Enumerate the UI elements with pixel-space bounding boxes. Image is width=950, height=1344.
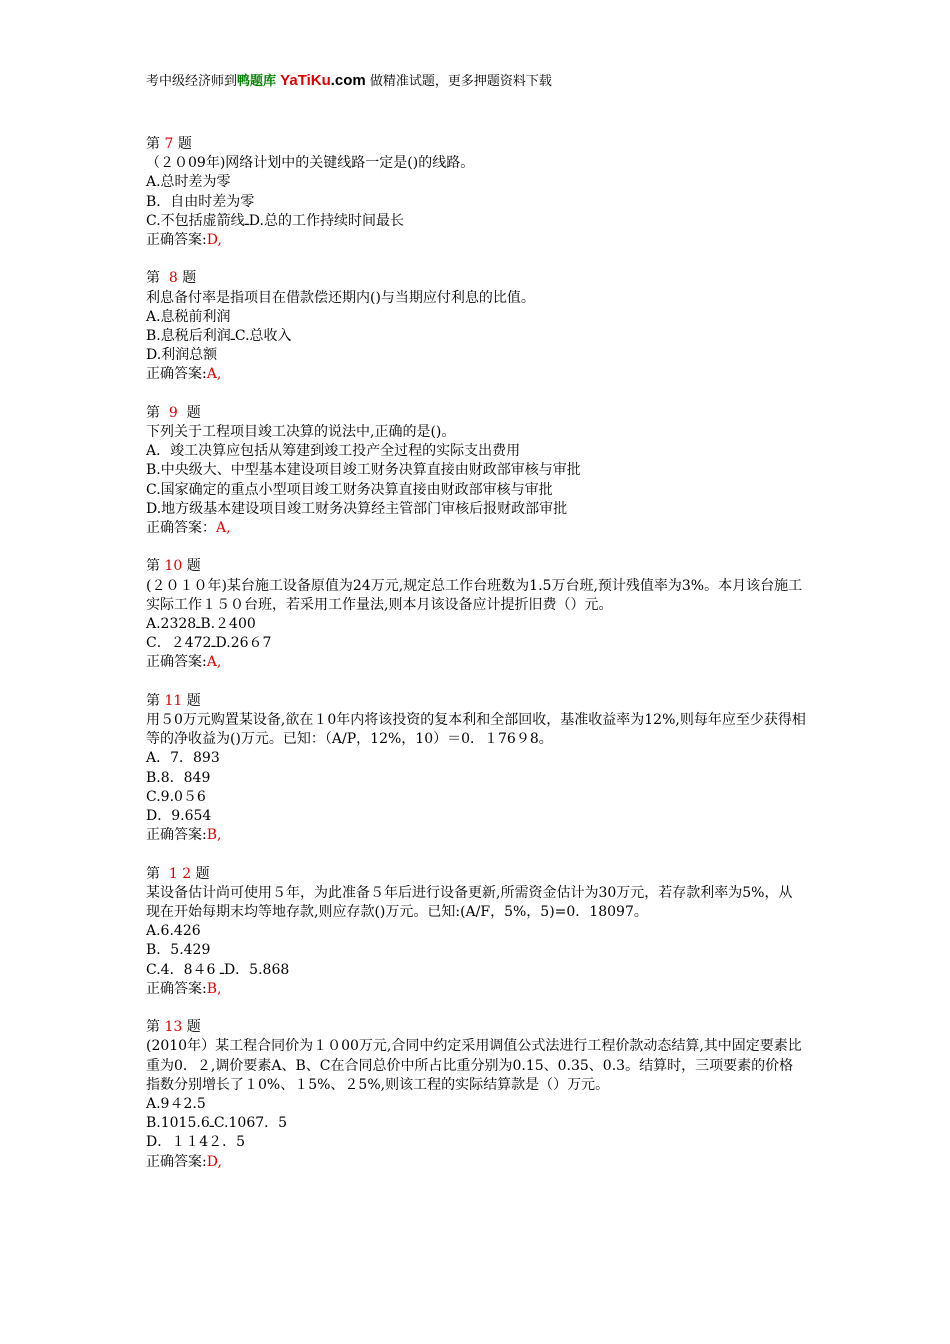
answer-line xyxy=(146,519,806,538)
question-title: 第 11 题 xyxy=(146,692,201,709)
option: B.中央级大、中型基本建设项目竣工财务决算直接由财政部审核与审批 xyxy=(146,462,581,479)
question-stem: （２０09年)网络计划中的关键线路一定是()的线路。 xyxy=(146,155,475,172)
option: A．7．893 xyxy=(146,750,220,767)
answer-value: A, xyxy=(216,520,231,537)
question-block xyxy=(146,692,806,846)
question-number: 8 xyxy=(168,270,178,287)
answer-label: 正确答案: xyxy=(146,827,207,844)
option: B.1015.6ـC.1067．5 xyxy=(146,1115,288,1132)
option: B.8．849 xyxy=(146,769,211,786)
answer-label: 正确答案: xyxy=(146,980,207,997)
option: A.2328ـB.２400 xyxy=(146,616,256,633)
question-title: 第 8 题 xyxy=(146,270,197,287)
answer-value: B, xyxy=(206,827,222,844)
option: C.9.0５6 xyxy=(146,788,206,805)
answer-line xyxy=(146,826,806,845)
question-stem: 用５0万元购置某设备,欲在１0年内将该投资的复本利和全部回收，基准收益率为12%,则每年应至少获得相等的净收益为()万元。已知：（A/P，12%，10）＝0．１76９8。 xyxy=(146,712,806,748)
question-stem: (２０１０年)某台施工设备原值为24万元,规定总工作台班数为1.5万台班,预计残值率为3%。本月该台施工实际工作１５０台班，若采用工作量法,则本月该设备应计提折旧费（）元。 xyxy=(146,577,803,613)
answer-line xyxy=(146,365,806,384)
answer-label: 正确答案: xyxy=(146,232,207,249)
question-block xyxy=(146,269,806,384)
answer-value: B, xyxy=(206,980,222,997)
answer-value: D, xyxy=(206,1153,222,1170)
question-title: 第 10 题 xyxy=(146,558,201,575)
option: B．自由时差为零 xyxy=(146,193,255,210)
header-suffix: 做精准试题，更多押题资料下载 xyxy=(369,74,552,89)
question-number: 1 2 xyxy=(168,865,192,882)
question-title: 第 7 题 xyxy=(146,136,192,152)
answer-value: A, xyxy=(206,654,222,671)
brand-domain[interactable]: .com xyxy=(330,72,366,89)
question-number: 9 xyxy=(168,404,178,421)
option: A.9４2.5 xyxy=(146,1096,206,1113)
answer-line xyxy=(146,231,806,250)
page-header xyxy=(146,71,552,92)
question-number: 13 xyxy=(164,1019,183,1036)
answer-label: 正确答案: xyxy=(146,366,207,383)
brand-name-cn[interactable]: 鸭题库 xyxy=(237,74,277,89)
option: B.息税后利润ـC.总收入 xyxy=(146,328,292,345)
option: D．9.654 xyxy=(146,808,212,825)
question-stem: 某设备估计尚可使用５年，为此准备５年后进行设备更新,所需资金估计为30万元，若存款利率为5%，从现在开始每期末均等地存款,则应存款()万元。已知:(A/F，5%，5)=0．18097。 xyxy=(146,884,793,921)
option: A.总时差为零 xyxy=(146,174,231,191)
option: C．２472ـD.26６7 xyxy=(146,635,272,652)
question-block xyxy=(146,557,806,672)
header-prefix: 考中级经济师到 xyxy=(146,74,238,89)
question-number: 10 xyxy=(164,558,183,575)
question-number: 7 xyxy=(164,136,174,152)
question-stem: (2010年）某工程合同价为１０00万元,合同中约定采用调值公式法进行工程价款动态结算,其中固定要素比重为0．２,调价要素A、B、C在合同总价中所占比重分别为0.15、0.35、0.3。结算时，三项要素的价格指数分别增长了１0%、１5%、２5%,则该工程的实际结算款是（）万元。 xyxy=(146,1038,802,1093)
answer-label: 正确答案: xyxy=(146,1153,207,1170)
option: D．１１4２．5 xyxy=(146,1134,246,1151)
option: A.6.426 xyxy=(146,923,201,940)
option: C.国家确定的重点小型项目竣工财务决算直接由财政部审核与审批 xyxy=(146,481,553,498)
option: A.息税前利润 xyxy=(146,308,231,325)
answer-label: 正确答案： xyxy=(146,520,216,537)
question-stem: 利息备付率是指项目在借款偿还期内()与当期应付利息的比值。 xyxy=(146,289,535,306)
answer-line xyxy=(146,653,806,672)
answer-line xyxy=(146,980,806,999)
question-title: 第 9 题 xyxy=(146,404,201,421)
answer-value: D, xyxy=(206,232,222,249)
option: D.利润总额 xyxy=(146,347,218,364)
option: A．竣工决算应包括从筹建到竣工投产全过程的实际支出费用 xyxy=(146,443,521,460)
answer-label: 正确答案: xyxy=(146,654,207,671)
answer-line xyxy=(146,1153,806,1172)
option: B．5.429 xyxy=(146,942,211,959)
option: C.不包括虚箭线ـD.总的工作持续时间最长 xyxy=(146,212,404,229)
question-list xyxy=(146,135,806,1191)
question-block xyxy=(146,135,806,250)
question-number: 11 xyxy=(164,692,183,709)
question-title: 第 1 2 题 xyxy=(146,865,210,882)
question-block xyxy=(146,865,806,999)
option: D.地方级基本建设项目竣工财务决算经主管部门审核后报财政部审批 xyxy=(146,500,568,517)
question-title: 第 13 题 xyxy=(146,1019,201,1036)
answer-value: A, xyxy=(206,366,222,383)
question-block xyxy=(146,1018,806,1172)
option: C.4．8４6 ـD．5.868 xyxy=(146,961,290,978)
question-stem: 下列关于工程项目竣工决算的说法中,正确的是()。 xyxy=(146,424,456,441)
brand-name-en[interactable]: YaTiKu xyxy=(280,72,331,89)
question-block xyxy=(146,404,806,538)
